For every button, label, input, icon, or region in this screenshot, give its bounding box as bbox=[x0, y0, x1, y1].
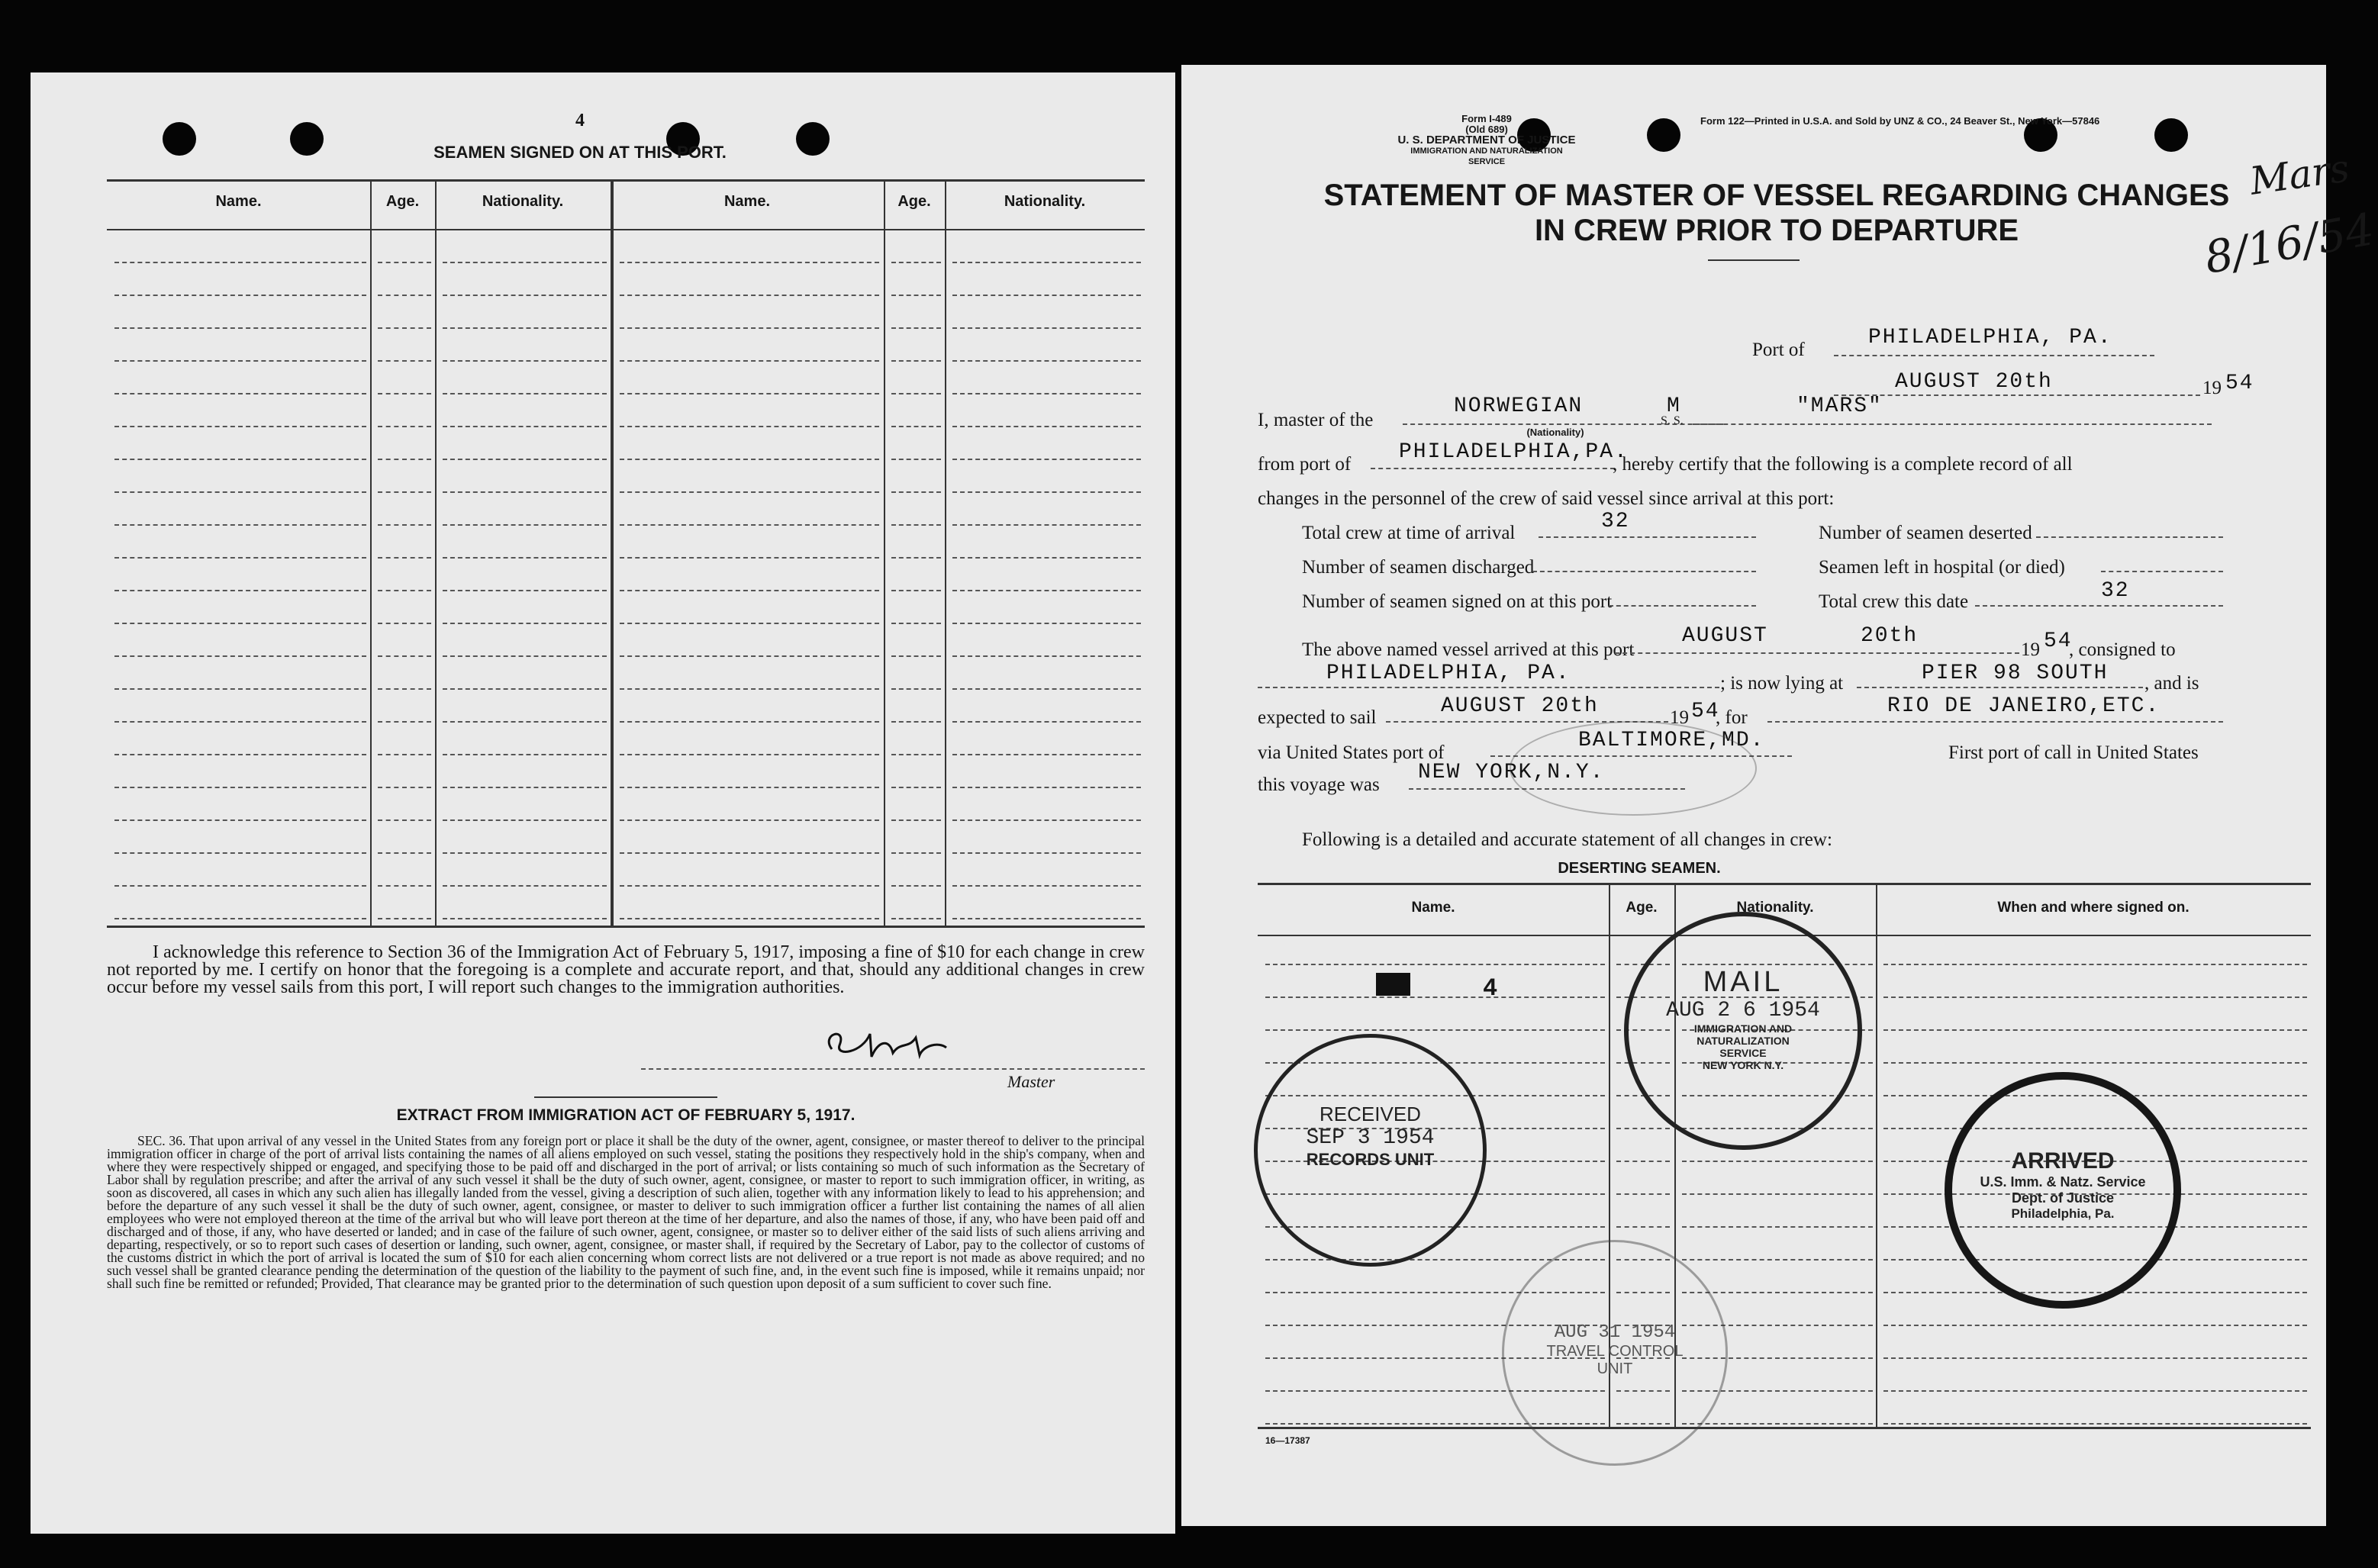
discharged-label: Number of seamen discharged bbox=[1302, 557, 1535, 578]
certify-text: , hereby certify that the following is a complete record of all bbox=[1613, 454, 2073, 475]
field-line bbox=[1693, 423, 2212, 425]
table-row-line bbox=[443, 360, 607, 362]
table-row-line bbox=[891, 327, 941, 329]
table-row-line bbox=[114, 852, 366, 854]
table-row-line bbox=[114, 655, 366, 657]
form-id: Form I-489 bbox=[1461, 113, 1512, 124]
table-row-line bbox=[620, 459, 879, 460]
table-row-line bbox=[952, 590, 1141, 591]
field-line bbox=[1834, 355, 2154, 356]
table-row-line bbox=[114, 721, 366, 723]
field-line bbox=[1609, 605, 1756, 607]
table-row-line bbox=[378, 590, 431, 591]
table-top-rule bbox=[107, 179, 1145, 182]
mail-stamp-location: NEW YORK N.Y. bbox=[1702, 1059, 1784, 1071]
table-row-line bbox=[443, 524, 607, 526]
column-header-age: Age. bbox=[385, 193, 420, 210]
table-row-line bbox=[952, 524, 1141, 526]
table-row-line bbox=[952, 655, 1141, 657]
table-row-line bbox=[952, 754, 1141, 755]
field-line bbox=[1539, 536, 1756, 538]
department: U. S. DEPARTMENT OF JUSTICE bbox=[1397, 134, 1576, 146]
table-row-line bbox=[114, 754, 366, 755]
form-header bbox=[1395, 114, 1578, 167]
table-bottom-rule bbox=[107, 926, 1145, 928]
column-header-name: Name. bbox=[215, 193, 262, 210]
table-row-line bbox=[378, 360, 431, 362]
table-row-line bbox=[114, 590, 366, 591]
travel-stamp-title: TRAVEL CONTROL bbox=[1546, 1343, 1684, 1360]
table-row-line bbox=[620, 295, 879, 296]
table-row-line bbox=[620, 524, 879, 526]
table-row-line bbox=[378, 688, 431, 690]
arrived-stamp-city: Philadelphia, Pa. bbox=[2011, 1206, 2115, 1221]
table-row-line bbox=[891, 885, 941, 887]
ship-prefix: M bbox=[1667, 394, 1681, 418]
table-row-line bbox=[952, 295, 1141, 296]
column-divider bbox=[884, 179, 885, 926]
field-line bbox=[2101, 571, 2223, 572]
table-row-line bbox=[620, 623, 879, 624]
row-mark: 4 bbox=[1483, 974, 1498, 1003]
table-row-line bbox=[378, 393, 431, 394]
table-row-line bbox=[1616, 1226, 1670, 1228]
service: IMMIGRATION AND NATURALIZATION SERVICE bbox=[1410, 146, 1563, 166]
table-row-line bbox=[620, 491, 879, 493]
table-row-line bbox=[378, 754, 431, 755]
changes-text: changes in the personnel of the crew of said vessel since arrival at this port: bbox=[1258, 488, 1835, 509]
field-line bbox=[1834, 394, 2200, 396]
table-row-line bbox=[891, 557, 941, 559]
arrived-day: 20th bbox=[1861, 624, 1919, 648]
deserting-title: DESERTING SEAMEN. bbox=[1558, 860, 1721, 877]
table-row-line bbox=[952, 787, 1141, 788]
table-row-line bbox=[443, 327, 607, 329]
table-row-line bbox=[114, 262, 366, 263]
form-title-line2: IN CREW PRIOR TO DEPARTURE bbox=[1534, 214, 2019, 247]
via-label: via United States port of bbox=[1258, 742, 1445, 763]
voyage-value: NEW YORK,N.Y. bbox=[1418, 761, 1605, 784]
table-row-line bbox=[443, 754, 607, 755]
table-row-line bbox=[1265, 997, 1605, 998]
table-row-line bbox=[443, 819, 607, 821]
table-top-rule bbox=[1258, 883, 2311, 885]
total-date-value: 32 bbox=[2101, 579, 2130, 603]
date-value: AUGUST 20th bbox=[1895, 370, 2053, 394]
handwritten-date: 8/16/54 bbox=[2200, 203, 2378, 284]
table-row-line bbox=[443, 688, 607, 690]
travel-stamp-date: AUG 31 1954 bbox=[1554, 1322, 1676, 1343]
table-row-line bbox=[378, 327, 431, 329]
table-row-line bbox=[891, 262, 941, 263]
table-row-line bbox=[443, 491, 607, 493]
ss-label: S. S. bbox=[1661, 414, 1684, 427]
sail-year: 54 bbox=[1691, 700, 1720, 723]
table-header-rule bbox=[107, 229, 1145, 230]
following-text: Following is a detailed and accurate statement of all changes in crew: bbox=[1302, 829, 1832, 850]
acknowledgement-text: I acknowledge this reference to Section 36 of the Immigration Act of February 5, 1917, imposing a fine of $10 for each change in crew not reported by me. I certify on honor that the foregoing is a complete and accurate report, and that, should any additional changes in crew occur before my vessel sails from this port, I will report such changes to the immigration authorities. bbox=[107, 942, 1145, 997]
divider-rule bbox=[534, 1096, 717, 1098]
total-arrival-value: 32 bbox=[1601, 510, 1630, 533]
table-row-line bbox=[952, 885, 1141, 887]
table-row-line bbox=[952, 918, 1141, 919]
column-header-nationality: Nationality. bbox=[482, 193, 564, 210]
for-label: , for bbox=[1716, 707, 1748, 728]
punch-hole bbox=[796, 122, 830, 156]
column-header-nationality: Nationality. bbox=[1004, 193, 1086, 210]
table-row-line bbox=[1265, 1029, 1605, 1031]
table-row-line bbox=[952, 491, 1141, 493]
from-port-value: PHILADELPHIA,PA. bbox=[1399, 440, 1629, 464]
mail-stamp-title: MAIL bbox=[1703, 966, 1784, 998]
table-row-line bbox=[891, 655, 941, 657]
column-header-name: Name. bbox=[723, 193, 771, 210]
table-row-line bbox=[114, 557, 366, 559]
year-prefix: 19 bbox=[1670, 707, 1689, 728]
voyage-label: this voyage was bbox=[1258, 774, 1380, 795]
extract-text: SEC. 36. That upon arrival of any vessel in the United States from any foreign port or place it shall be the duty of the owner, agent, consignee, or master thereof to deliver to the principal immigration officer in charge of the port of arrival lists containing the names of all aliens employed on such vessel, stating the positions they respectively hold in the ship's company, when and where they were respectively shipped or engaged, and specifying those to be paid off and discharged in the port of arrival; or lists containing so much of such information as the Secretary of Labor shall by regulation prescribe; and after the arrival of any such vessel it shall be the duty of such owner, agent, consignee, or master to report to such immigration officer, in writing, as soon as discovered, all cases in which any such alien has illegally landed from the vessel, giving a description of such alien, together with any information likely to lead to his apprehension; and before the departure of any such vessel it shall be the duty of such owner, agent, consignee, or master to deliver to such immigration officer a further list containing the names of all alien employees who were not employed thereon at the time of the arrival but who will leave port thereon at the time of her departure, and also the names of those, if any, who have been paid off and discharged and of those, if any, who have deserted or landed; and in case of the failure of such owner, agent, consignee, or master so to deliver either of the said lists of such aliens arriving and departing, respectively, or so to report such cases of desertion or landing, such owner, agent, consignee, or master shall, if required by the Secretary of Labor, pay to the collector of customs of the customs district in which the port of arrival is located the sum of $10 for each alien concerning whom correct lists are not delivered or a true report is not made as above required; and no such vessel shall be granted clearance pending the determination of the question of the liability to the payment of such fine, and, in the event such fine is imposed, while it remains unpaid; nor shall such fine be remitted or refunded; Provided, That clearance may be granted prior to the determination of such question upon deposit of a sum sufficient to cover such fine. bbox=[107, 1133, 1145, 1291]
table-row-line bbox=[443, 459, 607, 460]
table-row-line bbox=[443, 655, 607, 657]
table-row-line bbox=[1265, 964, 1605, 965]
hospital-label: Seamen left in hospital (or died) bbox=[1819, 557, 2065, 578]
table-row-line bbox=[378, 262, 431, 263]
mail-stamp-date: AUG 2 6 1954 bbox=[1666, 999, 1820, 1022]
year-prefix: 19 bbox=[2021, 639, 2040, 660]
table-row-line bbox=[443, 557, 607, 559]
consigned-label: , consigned to bbox=[2069, 639, 2176, 660]
table-row-line bbox=[620, 787, 879, 788]
arrived-date: AUGUST bbox=[1682, 624, 1768, 648]
table-row-line bbox=[891, 852, 941, 854]
table-row-line bbox=[620, 327, 879, 329]
table-row-line bbox=[891, 688, 941, 690]
table-row-line bbox=[891, 819, 941, 821]
table-row-line bbox=[952, 360, 1141, 362]
table-row-line bbox=[1616, 1128, 1670, 1129]
table-row-line bbox=[891, 590, 941, 591]
table-row-line bbox=[378, 852, 431, 854]
mail-stamp-agency: IMMIGRATION AND NATURALIZATION SERVICE bbox=[1693, 1022, 1793, 1059]
master-of-label: I, master of the bbox=[1258, 410, 1374, 430]
table-row-line bbox=[1883, 1062, 2307, 1064]
column-divider bbox=[945, 179, 946, 926]
table-row-line bbox=[114, 787, 366, 788]
table-row-line bbox=[891, 787, 941, 788]
faint-oval-stamp bbox=[1510, 721, 1757, 816]
master-signature bbox=[817, 1011, 954, 1072]
table-row-line bbox=[114, 524, 366, 526]
column-header-age: Age. bbox=[897, 193, 931, 210]
table-row-line bbox=[378, 524, 431, 526]
deserted-label: Number of seamen deserted bbox=[1819, 523, 2032, 543]
table-row-line bbox=[1883, 964, 2307, 965]
column-divider bbox=[435, 179, 437, 926]
table-row-line bbox=[1682, 1423, 1873, 1425]
table-row-line bbox=[443, 918, 607, 919]
column-header-signed-on: When and where signed on. bbox=[1997, 900, 2190, 916]
table-row-line bbox=[114, 623, 366, 624]
field-line bbox=[1371, 468, 1615, 469]
field-line bbox=[1975, 605, 2223, 607]
table-row-line bbox=[952, 623, 1141, 624]
table-row-line bbox=[952, 327, 1141, 329]
table-row-line bbox=[114, 426, 366, 427]
field-line bbox=[1532, 571, 1756, 572]
table-row-line bbox=[1883, 1423, 2307, 1425]
table-row-line bbox=[378, 459, 431, 460]
arrived-label: The above named vessel arrived at this port bbox=[1302, 639, 1635, 660]
column-header-nationality: Nationality. bbox=[1736, 900, 1814, 916]
table-row-line bbox=[891, 360, 941, 362]
first-port-label: First port of call in United States bbox=[1948, 742, 2199, 763]
table-row-line bbox=[620, 754, 879, 755]
table-row-line bbox=[1682, 1193, 1873, 1195]
via-value: BALTIMORE,MD. bbox=[1578, 729, 1765, 752]
redaction-block bbox=[1376, 973, 1410, 996]
punch-hole bbox=[290, 122, 324, 156]
table-row-line bbox=[114, 360, 366, 362]
table-row-line bbox=[891, 524, 941, 526]
table-row-line bbox=[1883, 1325, 2307, 1326]
table-row-line bbox=[891, 295, 941, 296]
table-row-line bbox=[952, 688, 1141, 690]
from-port-label: from port of bbox=[1258, 454, 1352, 475]
table-row-line bbox=[1616, 1193, 1670, 1195]
table-row-line bbox=[114, 491, 366, 493]
table-row-line bbox=[378, 787, 431, 788]
table-row-line bbox=[1883, 1029, 2307, 1031]
column-divider bbox=[370, 179, 372, 926]
table-row-line bbox=[620, 688, 879, 690]
port-label: Port of bbox=[1752, 340, 1805, 360]
table-row-line bbox=[443, 590, 607, 591]
table-row-line bbox=[620, 721, 879, 723]
table-row-line bbox=[378, 655, 431, 657]
table-row-line bbox=[620, 393, 879, 394]
section-title: SEAMEN SIGNED ON AT THIS PORT. bbox=[433, 143, 727, 162]
table-row-line bbox=[891, 459, 941, 460]
table-row-line bbox=[891, 918, 941, 919]
table-row-line bbox=[443, 623, 607, 624]
nationality-value: NORWEGIAN bbox=[1454, 394, 1584, 418]
table-row-line bbox=[378, 623, 431, 624]
table-row-line bbox=[620, 819, 879, 821]
table-row-line bbox=[1682, 1161, 1873, 1162]
handwritten-vessel-name: Mars bbox=[2247, 146, 2352, 204]
field-line bbox=[1767, 721, 2223, 723]
total-date-label: Total crew this date bbox=[1819, 591, 1969, 612]
received-stamp bbox=[1254, 1034, 1487, 1267]
expected-label: expected to sail bbox=[1258, 707, 1377, 728]
table-row-line bbox=[1883, 1390, 2307, 1392]
ship-name: "MARS" bbox=[1796, 394, 1883, 418]
sail-date: AUGUST 20th bbox=[1441, 694, 1599, 718]
table-row-line bbox=[952, 852, 1141, 854]
table-row-line bbox=[952, 557, 1141, 559]
footer-code: 16—17387 bbox=[1265, 1435, 1310, 1446]
table-row-line bbox=[378, 557, 431, 559]
punch-hole bbox=[1647, 118, 1680, 152]
arrived-stamp-service: U.S. Imm. & Natz. Service bbox=[1980, 1174, 2146, 1190]
form-title bbox=[1235, 178, 2318, 248]
arrived-year: 54 bbox=[2044, 629, 2073, 653]
received-stamp-date: SEP 3 1954 bbox=[1306, 1126, 1435, 1150]
table-row-line bbox=[620, 852, 879, 854]
port-value: PHILADELPHIA, PA. bbox=[1868, 326, 2112, 349]
table-row-line bbox=[443, 885, 607, 887]
received-stamp-unit: RECORDS UNIT bbox=[1306, 1150, 1435, 1169]
table-row-line bbox=[620, 360, 879, 362]
and-is-label: , and is bbox=[2144, 673, 2199, 694]
master-label: Master bbox=[1007, 1072, 1055, 1091]
table-row-line bbox=[620, 918, 879, 919]
mail-stamp bbox=[1624, 912, 1862, 1150]
field-line bbox=[2036, 536, 2223, 538]
received-stamp-title: RECEIVED bbox=[1320, 1103, 1421, 1125]
extract-title: EXTRACT FROM IMMIGRATION ACT OF FEBRUARY 5, 1917. bbox=[396, 1106, 856, 1124]
field-line bbox=[1258, 687, 1719, 688]
column-header-name: Name. bbox=[1411, 900, 1455, 916]
table-row-line bbox=[114, 459, 366, 460]
table-row-line bbox=[1883, 997, 2307, 998]
field-line bbox=[1615, 652, 2019, 654]
arrived-stamp bbox=[1945, 1072, 2181, 1309]
table-row-line bbox=[891, 393, 941, 394]
travel-stamp-unit: UNIT bbox=[1597, 1360, 1633, 1377]
year-value: 54 bbox=[2225, 372, 2254, 395]
table-row-line bbox=[114, 885, 366, 887]
table-row-line bbox=[114, 295, 366, 296]
form-old: (Old 689) bbox=[1465, 124, 1508, 135]
table-row-line bbox=[620, 885, 879, 887]
table-row-line bbox=[1682, 1259, 1873, 1261]
destination-value: RIO DE JANEIRO,ETC. bbox=[1887, 694, 2160, 718]
nationality-caption: (Nationality) bbox=[1526, 427, 1584, 438]
table-row-line bbox=[378, 918, 431, 919]
title-rule bbox=[1708, 259, 1800, 261]
year-prefix: 19 bbox=[2202, 378, 2222, 398]
table-row-line bbox=[443, 262, 607, 263]
travel-control-stamp bbox=[1502, 1240, 1728, 1466]
table-row-line bbox=[952, 426, 1141, 427]
table-row-line bbox=[952, 393, 1141, 394]
table-row-line bbox=[378, 885, 431, 887]
table-row-line bbox=[114, 688, 366, 690]
table-row-line bbox=[1682, 1226, 1873, 1228]
table-row-line bbox=[620, 655, 879, 657]
table-row-line bbox=[114, 819, 366, 821]
table-row-line bbox=[1883, 1357, 2307, 1359]
signed-on-label: Number of seamen signed on at this port bbox=[1302, 591, 1613, 612]
table-row-line bbox=[378, 819, 431, 821]
table-row-line bbox=[378, 426, 431, 427]
table-row-line bbox=[891, 754, 941, 755]
lying-label: ; is now lying at bbox=[1720, 673, 1844, 694]
punch-hole bbox=[163, 122, 196, 156]
table-row-line bbox=[443, 393, 607, 394]
lying-value: PIER 98 SOUTH bbox=[1922, 662, 2109, 685]
total-arrival-label: Total crew at time of arrival bbox=[1302, 523, 1516, 543]
field-line bbox=[1857, 687, 2143, 688]
table-row-line bbox=[620, 426, 879, 427]
column-divider bbox=[611, 179, 614, 926]
column-divider bbox=[1876, 883, 1877, 1427]
table-row-line bbox=[443, 295, 607, 296]
table-bottom-rule bbox=[1258, 1427, 2311, 1429]
column-header-age: Age. bbox=[1626, 900, 1658, 916]
table-row-line bbox=[378, 491, 431, 493]
table-row-line bbox=[891, 426, 941, 427]
form-title-line1: STATEMENT OF MASTER OF VESSEL REGARDING CHANGES bbox=[1323, 179, 2230, 212]
table-row-line bbox=[443, 787, 607, 788]
printer-line: Form 122—Printed in U.S.A. and Sold by UNZ & CO., 24 Beaver St., New York—57846 bbox=[1700, 115, 2100, 127]
table-row-line bbox=[114, 327, 366, 329]
table-row-line bbox=[891, 491, 941, 493]
table-row-line bbox=[891, 721, 941, 723]
consignee-value: PHILADELPHIA, PA. bbox=[1326, 662, 1571, 685]
table-row-line bbox=[952, 459, 1141, 460]
table-row-line bbox=[620, 262, 879, 263]
left-page bbox=[31, 72, 1175, 1534]
table-row-line bbox=[443, 852, 607, 854]
signature-line bbox=[641, 1068, 1145, 1070]
table-row-line bbox=[952, 819, 1141, 821]
right-page bbox=[1181, 65, 2378, 1526]
page-number: 4 bbox=[575, 111, 585, 130]
table-row-line bbox=[952, 262, 1141, 263]
table-row-line bbox=[952, 721, 1141, 723]
table-row-line bbox=[443, 721, 607, 723]
table-row-line bbox=[443, 426, 607, 427]
table-row-line bbox=[378, 721, 431, 723]
arrived-stamp-dept: Dept. of Justice bbox=[2011, 1190, 2115, 1206]
table-row-line bbox=[378, 295, 431, 296]
table-row-line bbox=[620, 590, 879, 591]
table-row-line bbox=[114, 918, 366, 919]
table-row-line bbox=[891, 623, 941, 624]
table-row-line bbox=[114, 393, 366, 394]
arrived-stamp-title: ARRIVED bbox=[2011, 1148, 2115, 1174]
table-row-line bbox=[620, 557, 879, 559]
table-row-line bbox=[1616, 1161, 1670, 1162]
